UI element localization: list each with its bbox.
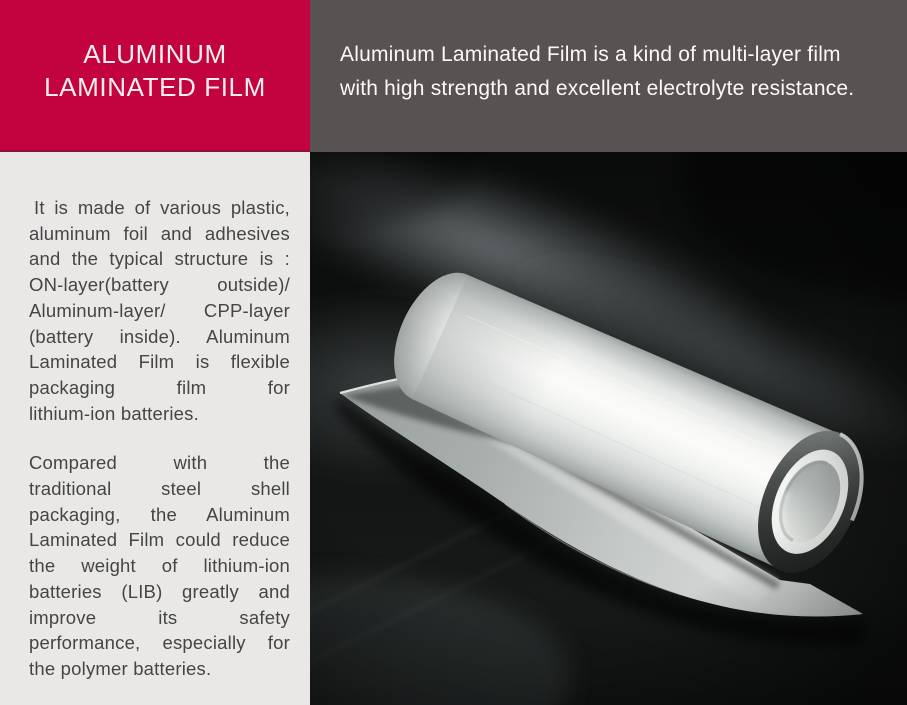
text-line: ON-layer(battery outside)/ [29, 274, 290, 296]
text-line: traditional steel shell [29, 478, 290, 500]
text-line: Compared with the [29, 452, 290, 474]
text-line: improve its safety [29, 606, 290, 628]
paragraph [29, 450, 290, 681]
text-line: Aluminum Laminated Film is a kind of multi-layer film [340, 43, 841, 66]
article-text [29, 195, 290, 682]
text-line: with high strength and excellent electrolyte resistance. [340, 77, 855, 100]
text-line: Laminated Film is flexible [29, 351, 290, 373]
text-line: (battery inside). Aluminum [29, 325, 290, 347]
text-line: aluminum foil and adhesives [29, 222, 290, 244]
text-line: Aluminum-layer/ CPP-layer [29, 299, 290, 321]
text-line: LAMINATED FILM [44, 72, 266, 102]
film-roll-illustration [310, 152, 907, 705]
title-banner [0, 0, 310, 152]
text-line: Laminated Film could reduce [29, 529, 290, 551]
text-line: ALUMINUM [83, 39, 227, 69]
text-line: It is made of various plastic, [34, 197, 290, 218]
text-line: performance, especially for [29, 632, 290, 654]
text-line: and the typical structure is : [29, 248, 290, 270]
paragraph [29, 195, 290, 426]
text-line: packaging, the Aluminum [29, 503, 290, 525]
vignette [310, 152, 907, 705]
text-line: the weight of lithium-ion [29, 555, 290, 577]
text-line: lithium-ion batteries. [29, 402, 199, 424]
tagline-text [340, 38, 901, 106]
tagline-header [310, 0, 907, 152]
page-title [0, 38, 310, 104]
text-line: packaging film for [29, 376, 290, 398]
text-line: batteries (LIB) greatly and [29, 580, 290, 602]
article-column [0, 152, 310, 705]
text-line: the polymer batteries. [29, 657, 212, 679]
product-photo [310, 152, 907, 705]
